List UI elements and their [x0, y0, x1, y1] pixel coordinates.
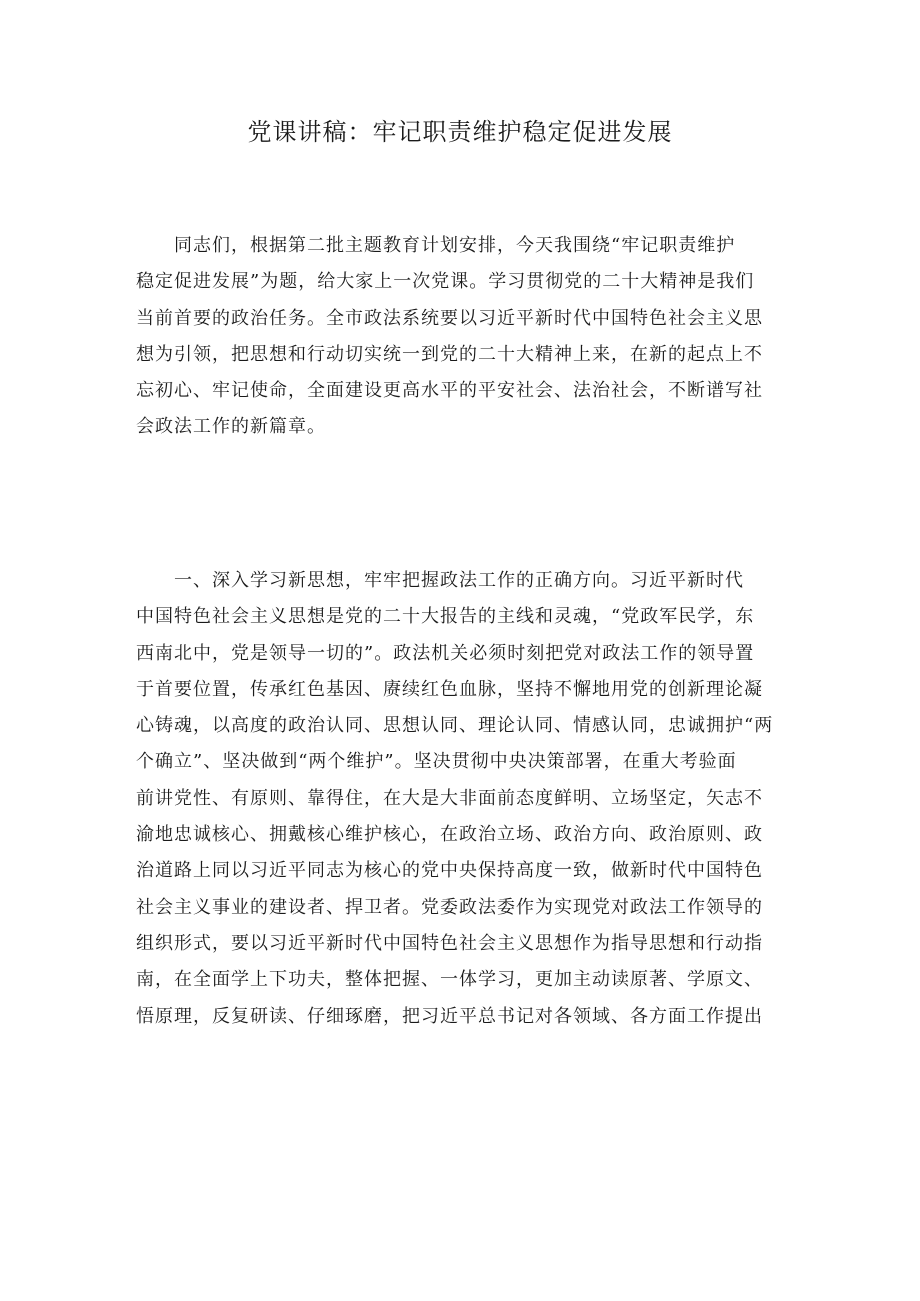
paragraph-line: 悟原理，反复研读、仔细琢磨，把习近平总书记对各领域、各方面工作提出	[136, 1005, 763, 1027]
paragraph-line: 于首要位置，传承红色基因、赓续红色血脉，坚持不懈地用党的创新理论凝	[136, 678, 763, 700]
paragraph-line: 忘初心、牢记使命，全面建设更高水平的平安社会、法治社会，不断谱写社	[136, 380, 763, 402]
paragraph-line: 西南北中，党是领导一切的”。政法机关必须时刻把党对政法工作的领导置	[136, 642, 755, 664]
paragraph-line: 个确立”、坚决做到“两个维护”。坚决贯彻中央决策部署，在重大考验面	[136, 751, 737, 773]
paragraph-line: 会政法工作的新篇章。	[136, 416, 326, 438]
paragraph-section-one	[136, 563, 796, 1035]
paragraph-line: 一、深入学习新思想，牢牢把握政法工作的正确方向。习近平新时代	[174, 570, 744, 591]
paragraph-line: 社会主义事业的建设者、捍卫者。党委政法委作为实现党对政法工作领导的	[136, 896, 763, 918]
paragraph-intro	[136, 228, 796, 446]
paragraph-line: 组织形式，要以习近平新时代中国特色社会主义思想作为指导思想和行动指	[136, 932, 763, 954]
paragraph-line: 治道路上同以习近平同志为核心的党中央保持高度一致，做新时代中国特色	[136, 860, 763, 882]
page-title: 党课讲稿：牢记职责维护稳定促进发展	[247, 118, 673, 146]
paragraph-line: 心铸魂，以高度的政治认同、思想认同、理论认同、情感认同，忠诚拥护“两	[136, 715, 774, 737]
paragraph-line: 同志们，根据第二批主题教育计划安排，今天我围绕“牢记职责维护	[174, 235, 736, 256]
paragraph-line: 前讲党性、有原则、靠得住，在大是大非面前态度鲜明、立场坚定，矢志不	[136, 787, 763, 809]
paragraph-line: 稳定促进发展”为题，给大家上一次党课。学习贯彻党的二十大精神是我们	[136, 271, 755, 293]
paragraph-line: 想为引领，把思想和行动切实统一到党的二十大精神上来，在新的起点上不	[136, 343, 763, 365]
paragraph-line: 中国特色社会主义思想是党的二十大报告的主线和灵魂，“党政军民学，东	[136, 606, 755, 628]
paragraph-line: 南，在全面学上下功夫，整体把握、一体学习，更加主动读原著、学原文、	[136, 969, 763, 991]
paragraph-line: 当前首要的政治任务。全市政法系统要以习近平新时代中国特色社会主义思	[136, 307, 763, 329]
paragraph-line: 渝地忠诚核心、拥戴核心维护核心，在政治立场、政治方向、政治原则、政	[136, 824, 763, 846]
